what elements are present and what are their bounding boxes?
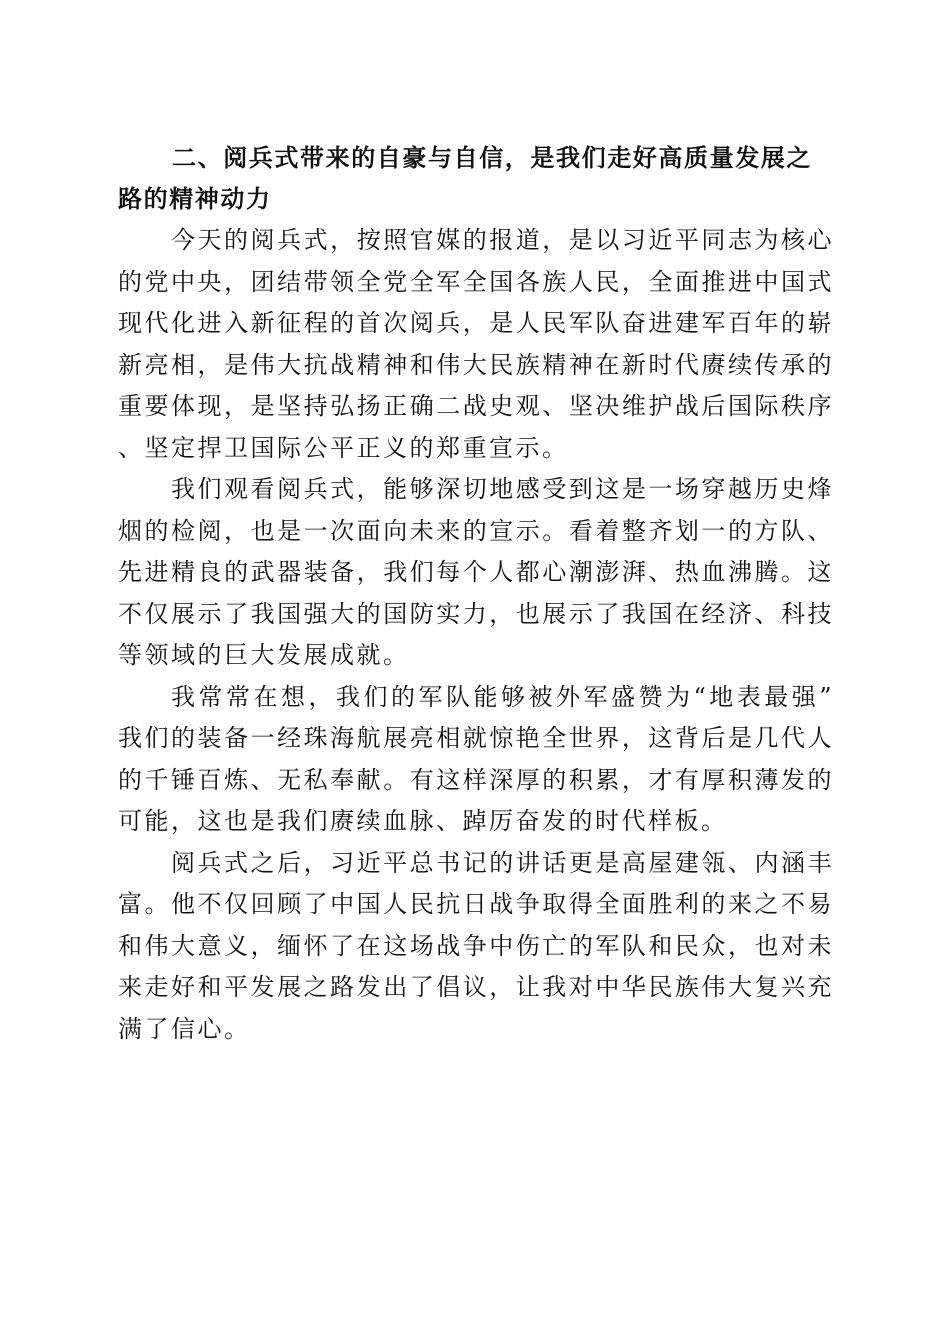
paragraph-1: 今天的阅兵式，按照官媒的报道，是以习近平同志为核心的党中央，团结带领全党全军全国各族人民，全面推进中国式现代化进入新征程的首次阅兵，是人民军队奋进建军百年的崭新亮相，是伟大抗战精神和伟大民族精神在新时代赓续传承的重要体现，是坚持弘扬正确二战史观、坚决维护战后国际秩序、坚定捍卫国际公平正义的郑重宣示。 [118,226,834,462]
paragraph-4: 阅兵式之后，习近平总书记的讲话更是高屋建瓴、内涵丰富。他不仅回顾了中国人民抗日战争取得全面胜利的来之不易和伟大意义，缅怀了在这场战争中伤亡的军队和民众，也对未来走好和平发展之路发出了倡议，让我对中华民族伟大复兴充满了信心。 [118,848,834,1043]
section-heading: 二、阅兵式带来的自豪与自信，是我们走好高质量发展之路的精神动力 [118,144,812,213]
paragraph-3: 我常常在想，我们的军队能够被外军盛赞为“地表最强”我们的装备一经珠海航展亮相就惊艳全世界，这背后是几代人的千锤百炼、无私奉献。有这样深厚的积累，才有厚积薄发的可能，这也是我们赓续血脉、踔厉奋发的时代样板。 [118,682,834,835]
document-body [118,138,834,1050]
paragraph-2: 我们观看阅兵式，能够深切地感受到这是一场穿越历史烽烟的检阅，也是一次面向未来的宣示。看着整齐划一的方队、先进精良的武器装备，我们每个人都心潮澎湃、热血沸腾。这不仅展示了我国强大的国防实力，也展示了我国在经济、科技等领域的巨大发展成就。 [118,475,834,669]
